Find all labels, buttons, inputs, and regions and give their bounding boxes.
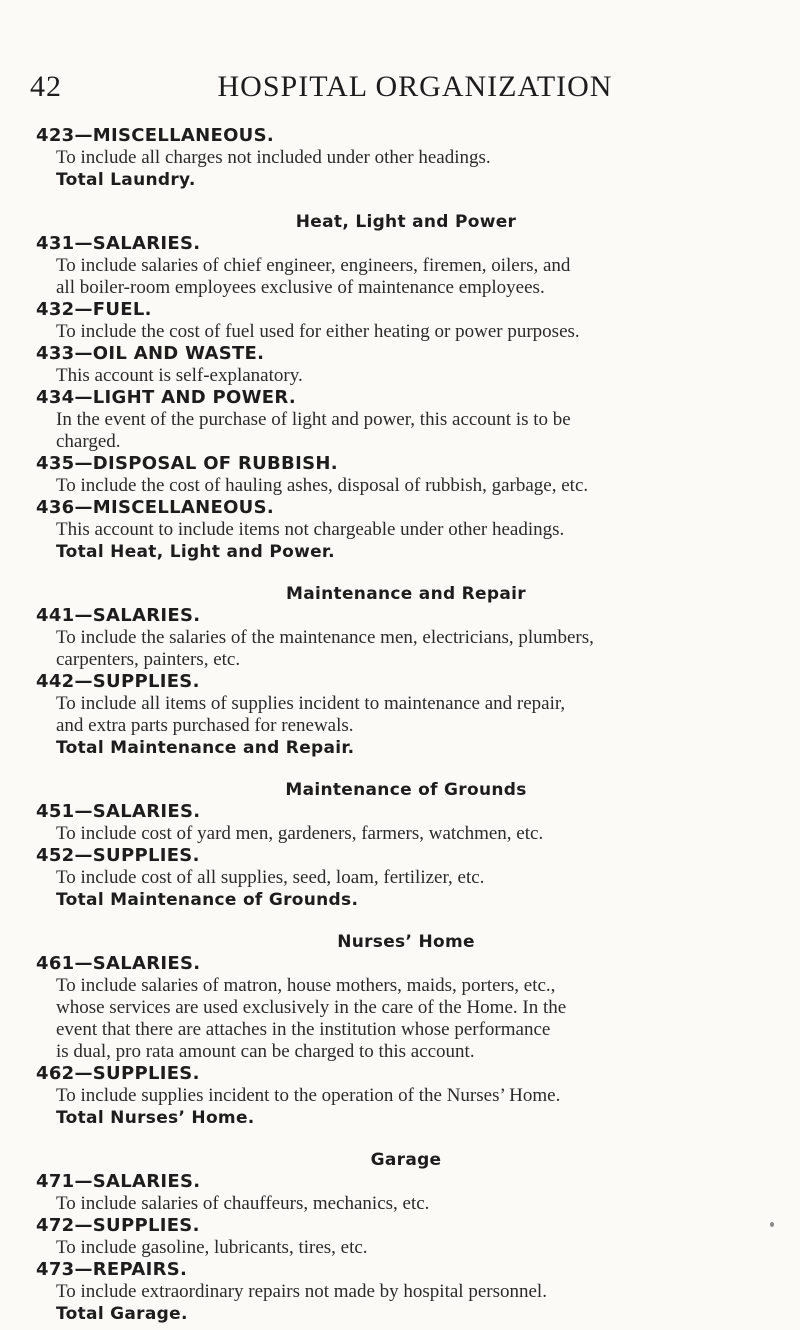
account-entry <box>36 387 756 453</box>
account-description-line: all boiler-room employees exclusive of maintenance employees. <box>56 277 545 298</box>
account-entry <box>36 1171 756 1215</box>
section <box>36 583 756 759</box>
account-description-line: This account to include items not chargeable under other headings. <box>56 519 565 540</box>
account-entry <box>36 953 756 1063</box>
account-heading: 452—SUPPLIES. <box>36 845 200 866</box>
section-total: Total Heat, Light and Power. <box>56 542 335 562</box>
account-heading: 435—DISPOSAL OF RUBBISH. <box>36 453 338 474</box>
account-entry <box>36 1063 756 1107</box>
account-description-line: To include the salaries of the maintenance men, electricians, plumbers, <box>56 627 594 648</box>
page-body <box>36 125 756 1325</box>
account-heading: 434—LIGHT AND POWER. <box>36 387 297 408</box>
account-description-line: To include salaries of matron, house mothers, maids, porters, etc., <box>56 975 556 996</box>
account-heading: 423—MISCELLANEOUS. <box>36 125 275 146</box>
account-description-line: is dual, pro rata amount can be charged to this account. <box>56 1041 475 1062</box>
account-description-line: To include salaries of chauffeurs, mechanics, etc. <box>56 1193 430 1214</box>
account-entry <box>36 233 756 299</box>
account-description-line: To include supplies incident to the operation of the Nurses’ Home. <box>56 1085 561 1106</box>
account-heading: 462—SUPPLIES. <box>36 1063 200 1084</box>
section-total: Total Nurses’ Home. <box>56 1108 255 1128</box>
account-description-line: To include the cost of hauling ashes, disposal of rubbish, garbage, etc. <box>56 475 589 496</box>
account-entry <box>36 605 756 671</box>
account-description-line: carpenters, painters, etc. <box>56 649 241 670</box>
account-description-line: To include salaries of chief engineer, engineers, firemen, oilers, and <box>56 255 571 276</box>
account-description-line: and extra parts purchased for renewals. <box>56 715 354 736</box>
section-total: Total Maintenance of Grounds. <box>56 890 359 910</box>
section <box>36 779 756 911</box>
account-heading: 471—SALARIES. <box>36 1171 201 1192</box>
section-total: Total Laundry. <box>56 170 196 190</box>
account-heading: 433—OIL AND WASTE. <box>36 343 265 364</box>
account-entry <box>36 1259 756 1303</box>
account-description-line: whose services are used exclusively in the care of the Home. In the <box>56 997 567 1018</box>
section <box>36 125 756 191</box>
account-description-line: To include all items of supplies incident to maintenance and repair, <box>56 693 566 714</box>
section <box>36 931 756 1129</box>
account-entry <box>36 1215 756 1259</box>
print-speck <box>770 1222 774 1227</box>
account-description-line: In the event of the purchase of light and power, this account is to be <box>56 409 571 430</box>
account-entry <box>36 671 756 737</box>
account-entry <box>36 299 756 343</box>
account-heading: 473—REPAIRS. <box>36 1259 188 1280</box>
account-description-line: To include the cost of fuel used for either heating or power purposes. <box>56 321 580 342</box>
section <box>36 1149 756 1325</box>
account-description-line: To include cost of yard men, gardeners, farmers, watchmen, etc. <box>56 823 544 844</box>
account-heading: 436—MISCELLANEOUS. <box>36 497 275 518</box>
account-heading: 472—SUPPLIES. <box>36 1215 200 1236</box>
running-title: HOSPITAL ORGANIZATION <box>217 70 613 103</box>
account-description-line: To include extraordinary repairs not made by hospital personnel. <box>56 1281 547 1302</box>
account-entry <box>36 453 756 497</box>
account-description-line: event that there are attaches in the institution whose performance <box>56 1019 551 1040</box>
section <box>36 211 756 563</box>
account-heading: 431—SALARIES. <box>36 233 201 254</box>
running-head <box>0 70 800 110</box>
account-description-line: To include gasoline, lubricants, tires, etc. <box>56 1237 368 1258</box>
page-number: 42 <box>30 70 62 103</box>
account-heading: 461—SALARIES. <box>36 953 201 974</box>
section-heading: Maintenance and Repair <box>286 584 526 604</box>
account-heading: 451—SALARIES. <box>36 801 201 822</box>
account-heading: 441—SALARIES. <box>36 605 201 626</box>
section-total: Total Garage. <box>56 1304 188 1324</box>
account-description-line: To include cost of all supplies, seed, loam, fertilizer, etc. <box>56 867 485 888</box>
account-entry <box>36 125 756 169</box>
account-description-line: This account is self-explanatory. <box>56 365 303 386</box>
account-entry <box>36 343 756 387</box>
account-heading: 442—SUPPLIES. <box>36 671 200 692</box>
account-entry <box>36 845 756 889</box>
account-entry <box>36 801 756 845</box>
section-heading: Garage <box>370 1150 442 1170</box>
section-heading: Nurses’ Home <box>337 932 475 952</box>
account-description-line: To include all charges not included under other headings. <box>56 147 491 168</box>
section-heading: Heat, Light and Power <box>295 212 517 232</box>
section-heading: Maintenance of Grounds <box>285 780 527 800</box>
section-total: Total Maintenance and Repair. <box>56 738 355 758</box>
account-entry <box>36 497 756 541</box>
account-heading: 432—FUEL. <box>36 299 152 320</box>
account-description-line: charged. <box>56 431 121 452</box>
